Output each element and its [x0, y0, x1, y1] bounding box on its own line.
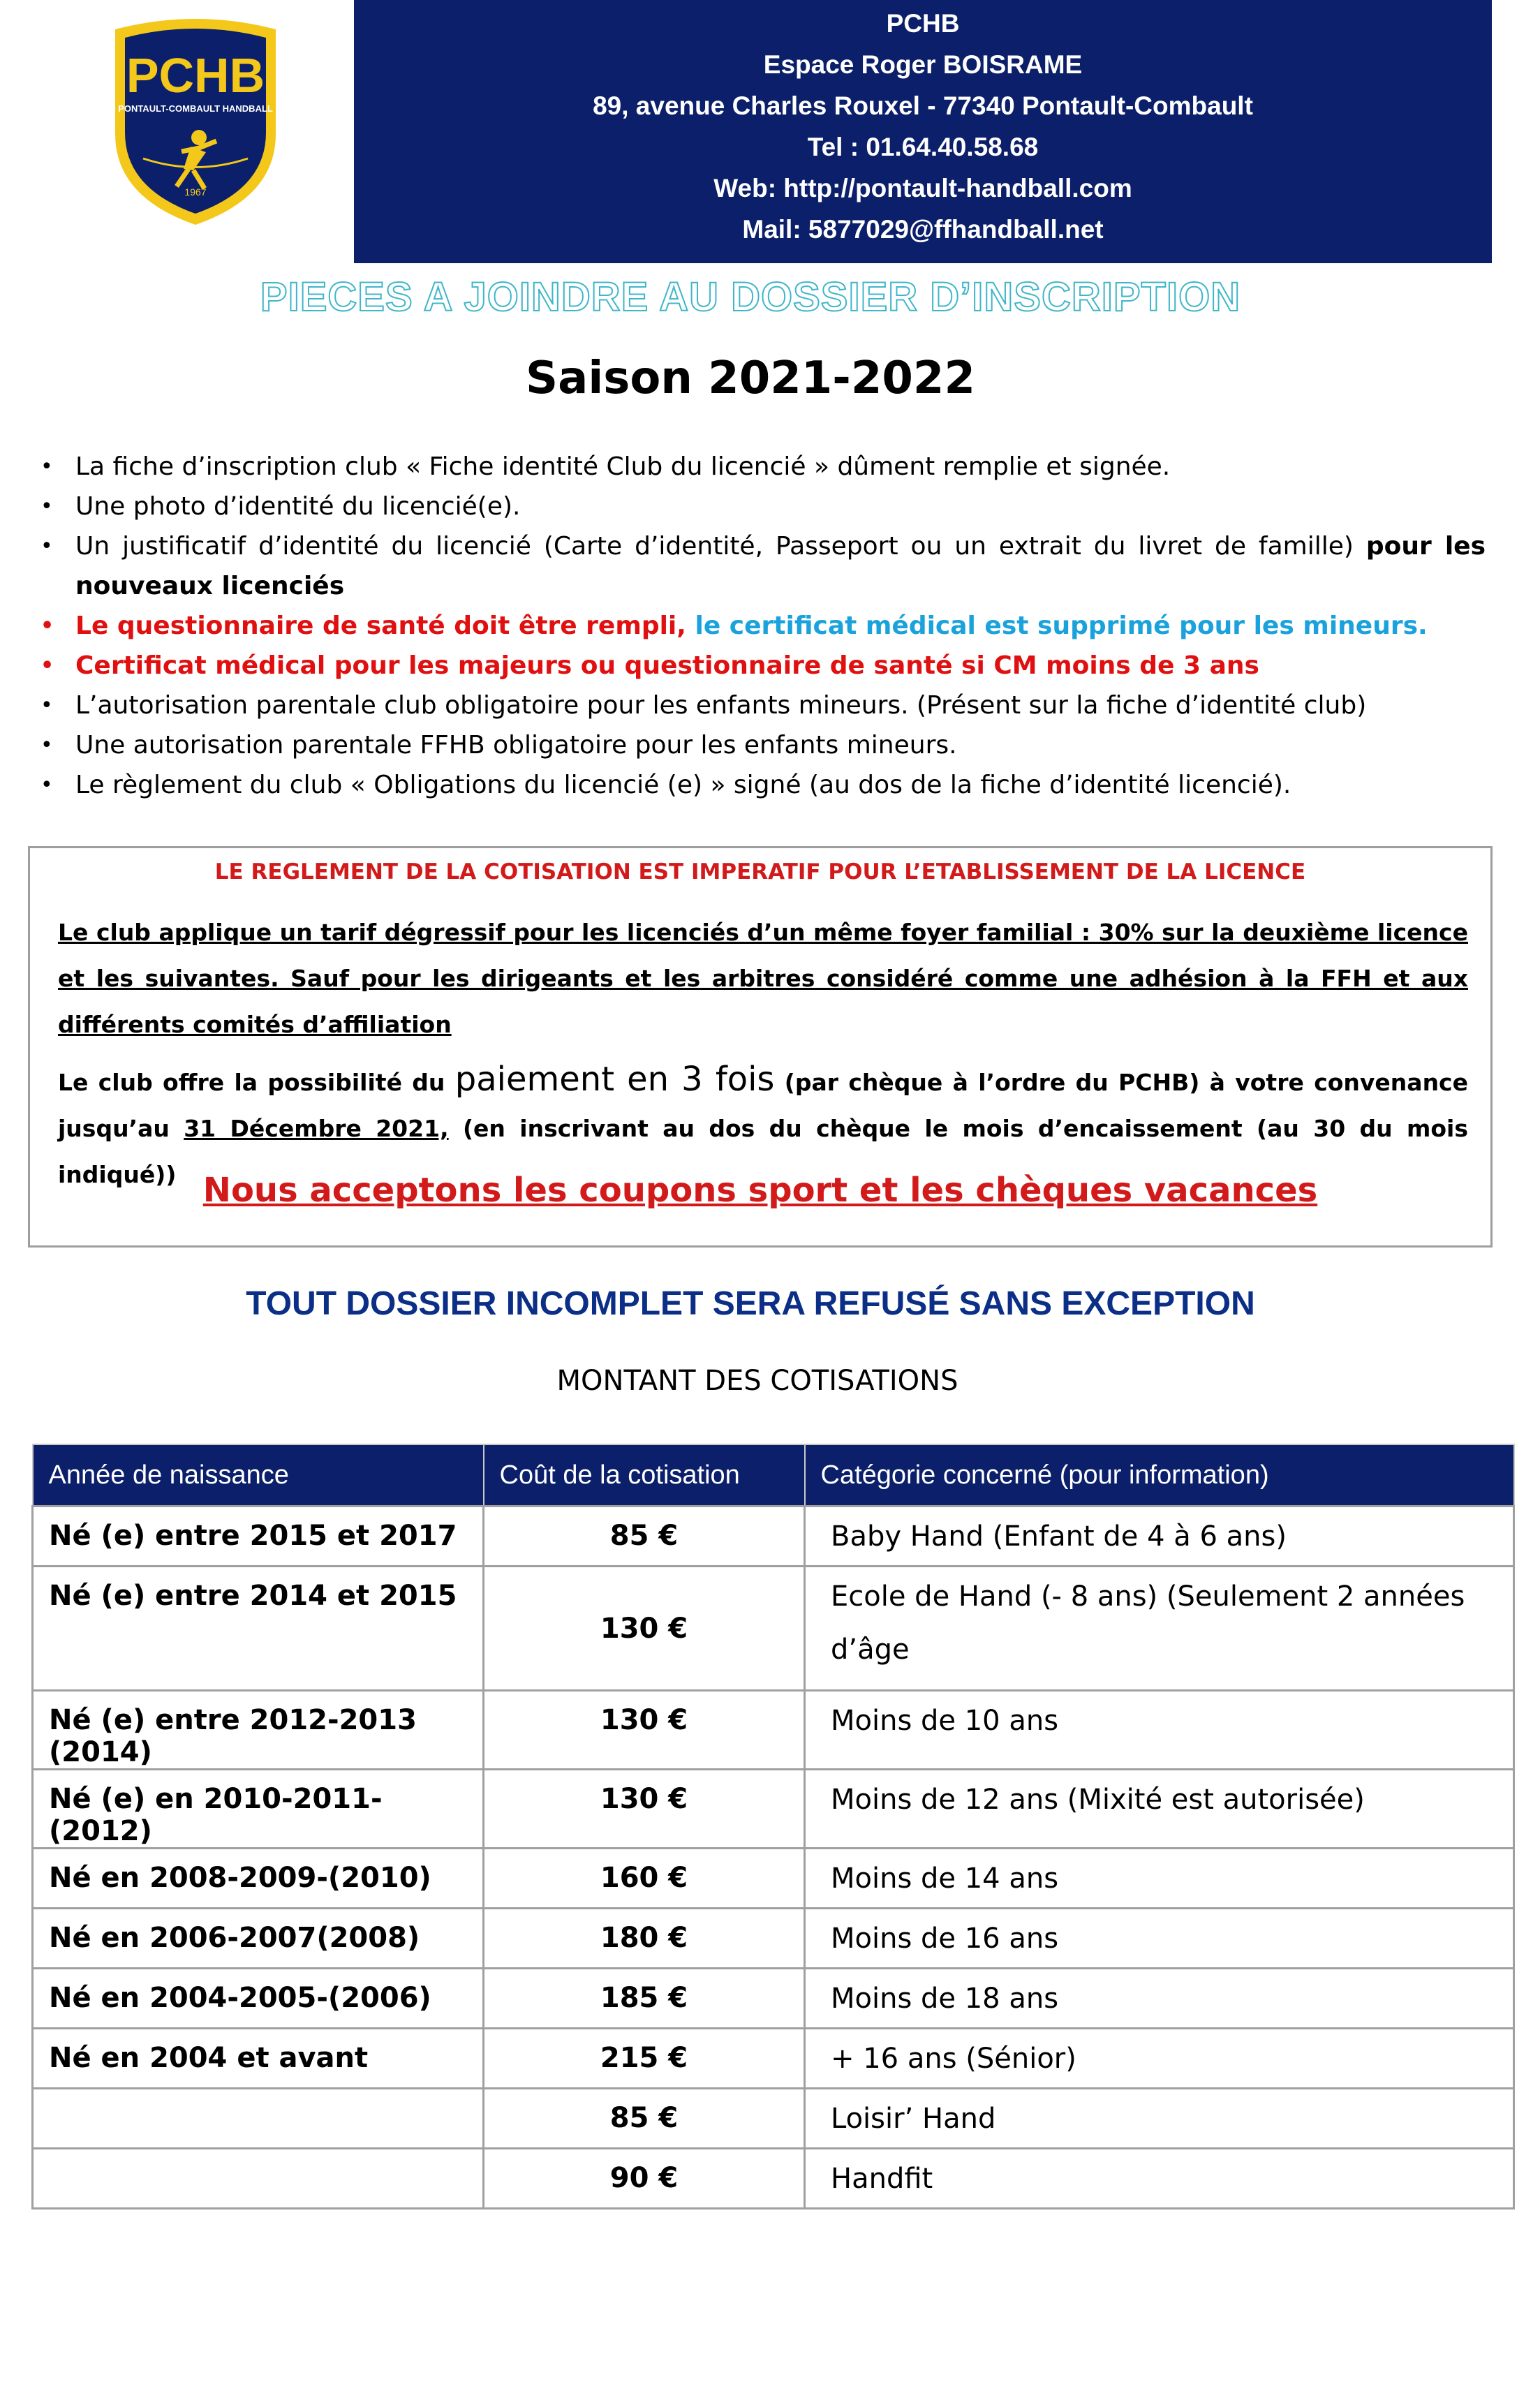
category-cell: Loisir’ Hand — [805, 2089, 1514, 2149]
table-row — [33, 1849, 1514, 1909]
list-item — [34, 765, 1486, 805]
list-item-text: Un justificatif d’identité du licencié (Carte d’identité, Passeport ou un extrait du livret de famille) — [75, 532, 1366, 561]
year-cell: Né (e) entre 2012-2013 (2014) — [33, 1691, 484, 1770]
list-item-text: La fiche d’inscription club « Fiche identité Club du licencié » dûment remplie et signée. — [75, 452, 1171, 481]
fees-title: MONTANT DES COTISATIONS — [556, 1365, 958, 1397]
installment-text-part: (en inscrivant au dos du chèque le mois d’encaissement (au 30 du mois indiqué)) — [58, 1115, 1468, 1188]
cost-cell: 130 € — [484, 1770, 805, 1849]
list-item-emphasis: le certificat médical est supprimé pour les mineurs. — [695, 612, 1428, 640]
cost-cell: 180 € — [484, 1909, 805, 1969]
payment-title: LE REGLEMENT DE LA COTISATION EST IMPERATIF POUR L’ETABLISSEMENT DE LA LICENCE — [214, 859, 1306, 884]
year-cell: Né en 2004-2005-(2006) — [33, 1969, 484, 2029]
logo-subtext: PONTAULT-COMBAULT HANDBALL — [118, 103, 273, 114]
category-cell: + 16 ans (Sénior) — [805, 2029, 1514, 2089]
list-item-text: Certificat médical pour les majeurs ou questionnaire de santé si CM moins de 3 ans — [75, 651, 1259, 680]
logo-text: PCHB — [126, 48, 265, 103]
header-email: Mail: 5877029@ffhandball.net — [742, 215, 1104, 244]
table-header-row — [33, 1444, 1514, 1507]
year-cell: Né (e) entre 2014 et 2015 — [33, 1567, 484, 1691]
cost-cell: 90 € — [484, 2149, 805, 2209]
installment-text-part: (par chèque à l’ordre du PCHB) à votre convenance jusqu’au — [58, 1069, 1469, 1142]
requirements-list — [34, 447, 1486, 805]
category-cell: Ecole de Hand (- 8 ans) (Seulement 2 années d’âge — [805, 1567, 1514, 1691]
list-item-text: Une autorisation parentale FFHB obligatoire pour les enfants mineurs. — [75, 731, 957, 760]
list-item-text: Le règlement du club « Obligations du licencié (e) » signé (au dos de la fiche d’identité licencié). — [75, 771, 1291, 799]
column-header-cost: Coût de la cotisation — [484, 1444, 805, 1507]
table-row — [33, 1909, 1514, 1969]
year-cell: Né en 2006-2007(2008) — [33, 1909, 484, 1969]
fees-table — [31, 1444, 1515, 2209]
list-item-text: Le questionnaire de santé doit être rempli, — [75, 612, 695, 640]
category-cell: Moins de 18 ans — [805, 1969, 1514, 2029]
year-cell: Né en 2008-2009-(2010) — [33, 1849, 484, 1909]
header-club-name: PCHB — [886, 9, 960, 38]
year-cell: Né (e) entre 2015 et 2017 — [33, 1507, 484, 1567]
year-cell — [33, 2089, 484, 2149]
list-item — [34, 646, 1486, 686]
installment-deadline: 31 Décembre 2021, — [184, 1115, 449, 1142]
header-venue: Espace Roger BOISRAME — [763, 50, 1083, 79]
incomplete-notice: TOUT DOSSIER INCOMPLET SERA REFUSÉ SANS EXCEPTION — [246, 1285, 1255, 1322]
season-title: Saison 2021-2022 — [526, 353, 975, 404]
logo-year: 1967 — [184, 186, 207, 198]
cost-cell: 130 € — [484, 1691, 805, 1770]
payment-info-box — [28, 846, 1493, 1248]
column-header-category: Catégorie concerné (pour information) — [805, 1444, 1514, 1507]
list-item-text: Une photo d’identité du licencié(e). — [75, 492, 521, 521]
year-cell: Né (e) en 2010-2011-(2012) — [33, 1770, 484, 1849]
header-website: Web: http://pontault-handball.com — [713, 174, 1132, 202]
cost-cell: 130 € — [484, 1567, 805, 1691]
cost-cell: 215 € — [484, 2029, 805, 2089]
table-row — [33, 2089, 1514, 2149]
cost-cell: 160 € — [484, 1849, 805, 1909]
discount-text: Le club applique un tarif dégressif pour les licenciés d’un même foyer familial : 30% sur la deuxième licence et les suivantes. Sauf pour les dirigeants et les arbitres considéré comme une adhésion à la FFH et aux différents comités d’affiliation — [58, 919, 1468, 1038]
table-row — [33, 2029, 1514, 2089]
table-row — [33, 1770, 1514, 1849]
category-cell: Moins de 16 ans — [805, 1909, 1514, 1969]
club-logo — [101, 15, 290, 232]
list-item — [34, 526, 1486, 606]
table-row — [33, 1969, 1514, 2029]
list-item-emphasis: pour les nouveaux licenciés — [75, 532, 1486, 600]
installment-text-part: Le club offre la possibilité du — [58, 1069, 455, 1096]
club-header — [354, 0, 1492, 263]
cost-cell: 85 € — [484, 2089, 805, 2149]
list-item — [34, 447, 1486, 487]
category-cell: Handfit — [805, 2149, 1514, 2209]
header-phone: Tel : 01.64.40.58.68 — [807, 133, 1039, 161]
cost-cell: 185 € — [484, 1969, 805, 2029]
list-item-text: L’autorisation parentale club obligatoire pour les enfants mineurs. (Présent sur la fiche d’identité club) — [75, 691, 1367, 720]
table-row — [33, 2149, 1514, 2209]
year-cell — [33, 2149, 484, 2209]
category-cell: Moins de 12 ans (Mixité est autorisée) — [805, 1770, 1514, 1849]
cost-cell: 85 € — [484, 1507, 805, 1567]
club-shield-icon — [101, 15, 290, 232]
category-cell: Moins de 14 ans — [805, 1849, 1514, 1909]
header-address: 89, avenue Charles Rouxel - 77340 Pontault-Combault — [593, 91, 1253, 120]
table-row — [33, 1507, 1514, 1567]
list-item — [34, 725, 1486, 765]
column-header-year: Année de naissance — [33, 1444, 484, 1507]
category-cell: Baby Hand (Enfant de 4 à 6 ans) — [805, 1507, 1514, 1567]
installment-highlight: paiement en 3 fois — [454, 1060, 775, 1099]
table-row — [33, 1691, 1514, 1770]
coupons-notice: Nous acceptons les coupons sport et les chèques vacances — [202, 1171, 1318, 1210]
list-item — [34, 606, 1486, 646]
table-row — [33, 1567, 1514, 1691]
list-item — [34, 686, 1486, 725]
list-item — [34, 487, 1486, 526]
category-cell: Moins de 10 ans — [805, 1691, 1514, 1770]
year-cell: Né en 2004 et avant — [33, 2029, 484, 2089]
page-title: PIECES A JOINDRE AU DOSSIER D’INSCRIPTION — [260, 274, 1241, 320]
